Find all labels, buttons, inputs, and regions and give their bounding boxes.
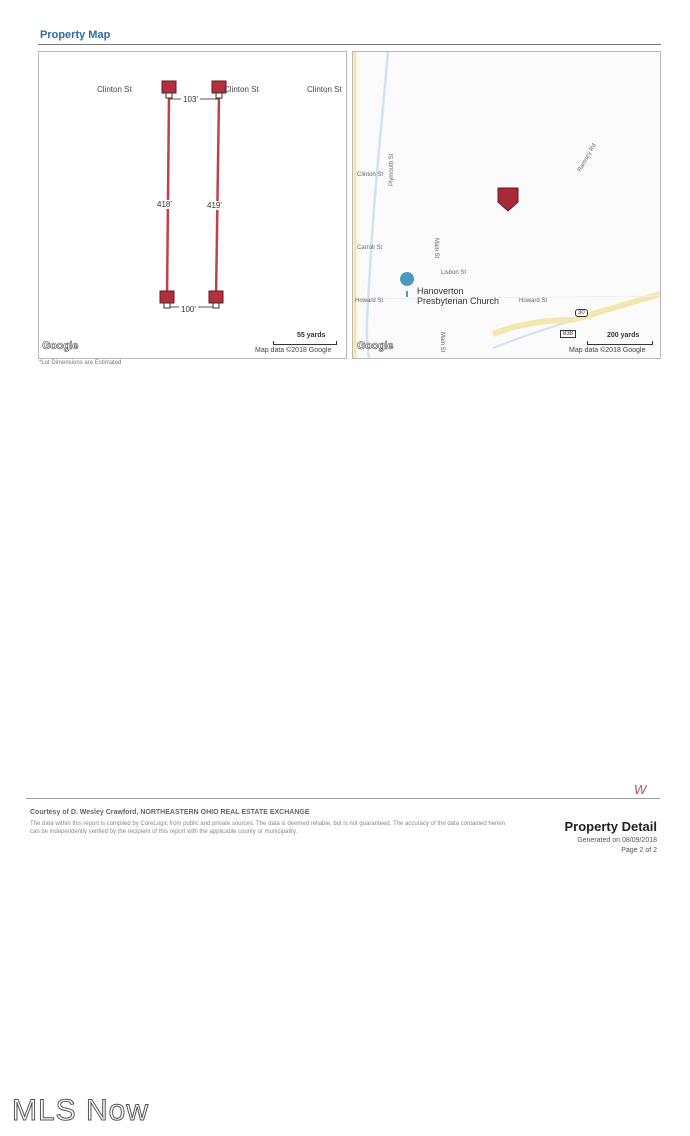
location-pin-icon bbox=[498, 188, 518, 211]
location-map[interactable] bbox=[352, 51, 661, 359]
mls-now-watermark: MLS Now bbox=[12, 1094, 150, 1127]
google-logo: Google bbox=[357, 340, 394, 352]
scale-label: 55 yards bbox=[297, 332, 326, 339]
footer-divider bbox=[26, 798, 660, 799]
scale-bar bbox=[587, 341, 653, 345]
street-label-lisbon: Lisbon St bbox=[441, 270, 467, 276]
street-label-clinton: Clinton St bbox=[224, 85, 259, 94]
lot-line-right bbox=[216, 97, 219, 299]
map-streets-graphic bbox=[353, 52, 660, 358]
dimension-top: 103' bbox=[183, 95, 198, 104]
scale-label: 200 yards bbox=[607, 332, 640, 339]
page-number: Page 2 of 2 bbox=[621, 847, 657, 854]
generated-date: Generated on 08/09/2018 bbox=[577, 837, 657, 844]
state-route-shield: 838 bbox=[560, 330, 576, 338]
church-label[interactable] bbox=[417, 286, 499, 306]
corner-pin-icon bbox=[162, 81, 176, 98]
map-attribution[interactable]: Map data ©2018 Google bbox=[569, 347, 646, 354]
dimension-bottom: 100' bbox=[181, 305, 196, 314]
street-label-main: Main St bbox=[439, 332, 445, 353]
title-divider bbox=[38, 44, 661, 45]
handwritten-mark: W bbox=[634, 782, 647, 797]
section-title: Property Map bbox=[40, 29, 111, 41]
street-label-main: Main St bbox=[433, 238, 439, 259]
lot-line-left bbox=[167, 97, 169, 299]
report-title: Property Detail bbox=[564, 819, 657, 834]
scale-bar bbox=[273, 341, 337, 345]
us-route-shield: 30 bbox=[575, 309, 588, 317]
map-attribution[interactable]: Map data ©2018 Google bbox=[255, 347, 332, 354]
street-label-clinton: Clinton St bbox=[307, 85, 342, 94]
howard-street-line bbox=[353, 296, 660, 299]
lot-dimension-map[interactable] bbox=[38, 51, 347, 359]
church-icon bbox=[401, 273, 413, 297]
street-label-plymouth: Plymouth St bbox=[389, 153, 395, 186]
corner-pin-icon bbox=[209, 291, 223, 308]
lot-dimensions-note: *Lot Dimensions are Estimated bbox=[39, 360, 122, 366]
street-label-howard: Howard St bbox=[355, 298, 384, 304]
street-label-clinton: Clinton St bbox=[97, 85, 132, 94]
street-label-road: Ramsey Rd bbox=[577, 142, 598, 173]
creek-line bbox=[367, 52, 388, 358]
church-name-line1: Hanoverton bbox=[417, 286, 464, 296]
street-label-carroll: Carroll St bbox=[357, 245, 383, 251]
corner-pin-icon bbox=[160, 291, 174, 308]
disclaimer-text: The data within this report is compiled by CoreLogic from public and private sources. The data is deemed reliable, but is not guaranteed. The accuracy of the data contained herein can be independently verified by the recipient of this report with the applicable county or municipality. bbox=[30, 821, 506, 835]
street-label-clinton: Clinton St bbox=[357, 172, 384, 178]
google-logo: Google bbox=[42, 340, 79, 352]
dimension-left: 418' bbox=[157, 200, 172, 209]
courtesy-line: Courtesy of D. Wesley Crawford, NORTHEASTERN OHIO REAL ESTATE EXCHANGE bbox=[30, 809, 310, 816]
church-name-line2: Presbyterian Church bbox=[417, 296, 500, 306]
dimension-right: 419' bbox=[207, 201, 222, 210]
street-label-howard: Howard St bbox=[519, 298, 548, 304]
